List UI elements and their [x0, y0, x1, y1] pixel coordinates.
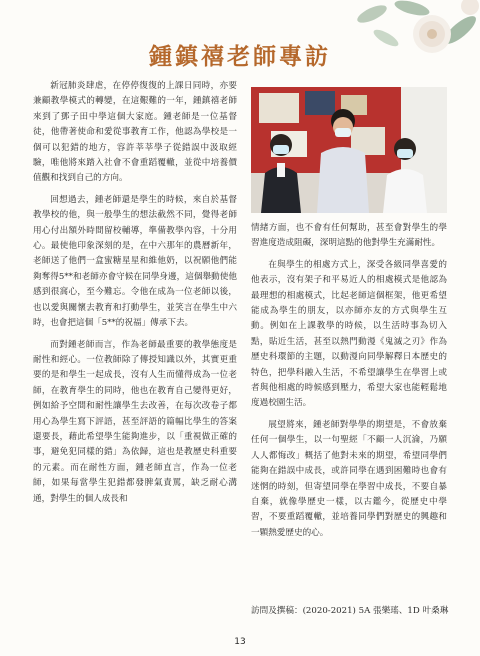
- paragraph: 在與學生的相處方式上，深受各級同學喜愛的他表示，沒有架子和平易近人的相處模式是他認為最理想的相處模式，比起老師這個框架，他更希望能成為學生的朋友，以亦師亦友的方式與學生互動。例如在上課教學的時候，以生活時事為切入點，貼近生活，甚至以熱門動漫《鬼滅之刃》作為歷史科環節的主題，以動漫向同學解釋日本歷史的特色，把學科融入生活，不希望讓學生在學習上或者與他相處的時候感到壓力，希望大家也能輕鬆地度過校園生活。: [251, 259, 447, 409]
- interview-photo: [251, 87, 447, 213]
- page-number: 13: [234, 637, 246, 647]
- paragraph: 回想過去，鍾老師還是學生的時候，來自於基督教學校的他，與一般學生的想法截然不同，覺得老師用心付出額外時間留校輔導，準備教學內容，十分用心。最使他印象深刻的是，在中六那年的農曆新年，老師送了他們一盒蜜糖星星和維他奶，以祝願他們能夠奪得5**和老師亦會守候在同學身邊，這個舉動使他感到很窩心，至今難忘。令他在成為一位老師以後，也以愛與關懷去教育和打動學生，並笑言在學生中六時，也會把這個「5**的祝福」傳承下去。: [33, 194, 237, 329]
- byline: 訪問及撰稿：(2020-2021) 5A 張樂瑤、1D 叶桑琳: [251, 606, 449, 616]
- article-title: 鍾鎮禧老師專訪: [149, 44, 331, 70]
- paragraph: 展望將來，鍾老師對學學的期望是，不會放棄任何一個學生，以一句聖經「不顧一人沉淪，乃願人人都悔改」概括了他對未來的期望，希望同學們能夠在錯誤中成長，或許同學在遇到困難時也會有迷惘的時刻，但寄望同學在學習中成長，不要自暴自棄，就像學歷史一樣，以古鑑今，從歷史中學習，不要重蹈覆轍，並培養同學們對歷史的興趣和一顆熱愛歷史的心。: [251, 419, 447, 538]
- left-column: [33, 79, 237, 513]
- paragraph: 情緒方面，也不會有任何幫助，甚至會對學生的學習進度造成阻礙，深明這點的他對學生充滿耐性。: [251, 223, 447, 249]
- paragraph: 新冠肺炎肆虐，在停停復復的上課日同時，亦要兼顧教學模式的轉變，在這艱難的一年，鍾鎮禧老師來到了鄧子田中學這個大家庭。鍾老師是一位基督徒，他帶著使命和愛從事教育工作，他認為學校是一個可以犯錯的地方，容許莘莘學子從錯誤中汲取經驗，唯他將來踏入社會不會重蹈覆轍，並從中培養價值觀和找到自己的方向。: [33, 81, 237, 184]
- right-column: [251, 221, 447, 547]
- paragraph: 而對鍾老師而言，作為老師最重要的教學態度是耐性和經心。一位教師除了傳授知識以外，其實更重要的是和學生一起成長，沒有人生而懂得成為一位老師，在教育學生的同時，他也在教育自己變得更好，例如給予空間和耐性讓學生去改善，在每次改卷子都用心為學生寫下評語，甚至評語的篇幅比學生的答案還要長，藉此希望學生能夠進步，以「重視做正確的事，避免犯同樣的錯」為依歸，這也是教歷史科重要的元素。而在耐性方面，鍾老師直言，作為一位老師，如果每當學生犯錯都發脾氣責罵，缺乏耐心溝通，對學生的個人成長和: [33, 339, 237, 504]
